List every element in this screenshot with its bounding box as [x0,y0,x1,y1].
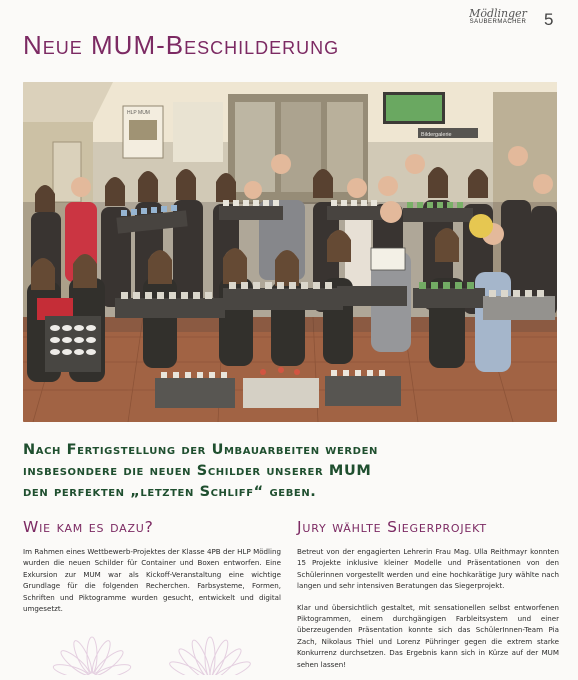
lead-line-1: Nach Fertigstellung der Umbauarbeiten werden [23,442,378,458]
lead-paragraph [23,440,483,503]
lead-line-3: den perfekten „letzten Schliff“ geben. [23,484,317,500]
page-title: Neue MUM-Beschilderung [23,30,340,60]
brand-logo [466,8,530,26]
left-column-paragraph: Im Rahmen eines Wettbewerb-Projektes der Klasse 4PB der HLP Mödling wurden die neuen Schilder für Container und Boxen entworfen. Eine Exkursion zur MUM war als Kickoff-Veranstaltung eine wichtige Grundlage für die folgenden Recherchen. Farbsysteme, Formen, Schriften und Piktogramme wurden gesucht, entwickelt und digital umgesetzt. [23,547,281,614]
right-column-paragraph-1: Betreut von der engagierten Lehrerin Frau Mag. Ulla Reithmayr konnten 15 Projekte inklusive kleiner Modelle und Präsentationen von den Schülerinnen vorgestellt werden und eine hochkarätige Jury wählte nach langen und sehr intensiven Beratungen das Siegerprojekt. [297,547,559,591]
page-number: 5 [544,10,554,29]
left-column [23,546,281,624]
brand-logo-subtitle: SAUBERMACHER [469,19,527,25]
right-column-paragraph-2: Klar und übersichtlich gestaltet, mit sensationellen selbst entworfenen Piktogrammen, einem durchgängigen Farbleitsystem und einer überzeugenden Präsentation konnte sich das SchülerInnen-Team Pia Zach, Nikolaus Thiel und Lorenz Pühringer gegen die extrem starke Konkurrenz durchsetzen. Das Ergebnis kann sich in Kürze auf der MUM sehen lassen! [297,602,559,669]
right-column [297,546,559,680]
right-column-heading: Jury wählte Siegerprojekt [297,518,487,536]
left-column-heading: Wie kam es dazu? [23,518,154,536]
group-photo-illustration [23,82,557,422]
gallery-sign: Bildergalerie [421,132,452,138]
flower-decoration [0,615,300,675]
poster-label: HLP MUM [127,110,150,116]
brand-logo-script: Mödlinger [469,7,527,20]
lead-line-2: insbesondere die neuen Schilder unserer MUM [23,463,372,479]
group-photo [23,82,557,422]
